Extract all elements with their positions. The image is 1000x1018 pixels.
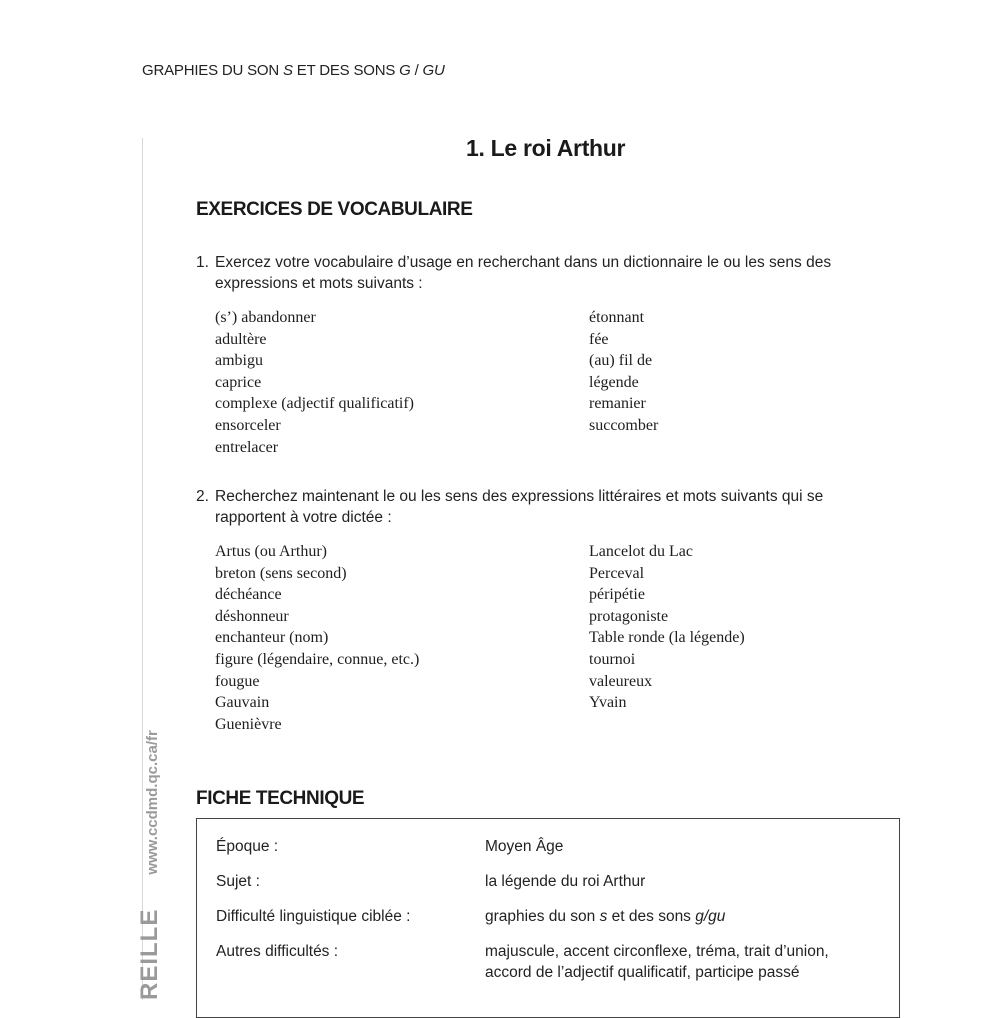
list-item: Perceval bbox=[589, 564, 645, 582]
list-item: fougue bbox=[215, 672, 260, 690]
list-item: protagoniste bbox=[589, 607, 669, 625]
list-item: breton (sens second) bbox=[215, 564, 347, 582]
list-item: fée bbox=[589, 330, 609, 348]
list-item: Yvain bbox=[589, 694, 627, 712]
fiche-heading: FICHE TECHNIQUE bbox=[196, 788, 365, 809]
page-title: 1. Le roi Arthur bbox=[466, 135, 626, 161]
list-item: Gauvain bbox=[215, 694, 270, 712]
running-header: GRAPHIES DU SON S ET DES SONS G / GU bbox=[142, 62, 445, 79]
question-2: 2. Recherchez maintenant le ou les sens des expressions littéraires et mots suivants qui se rapportent à votre dictée : bbox=[196, 488, 824, 526]
list-item: Artus (ou Arthur) bbox=[215, 543, 327, 560]
list-item: Guenièvre bbox=[215, 715, 282, 733]
list-item: valeureux bbox=[589, 672, 653, 690]
word-list-1-left bbox=[215, 307, 414, 458]
question-1: 1. Exercez votre vocabulaire d’usage en recherchant dans un dictionnaire le ou les sens des expressions et mots suivants : bbox=[196, 254, 832, 292]
side-brand: REILLE bbox=[136, 908, 163, 1000]
list-item: déchéance bbox=[215, 586, 282, 604]
list-item: (s’) abandonner bbox=[215, 309, 316, 326]
list-item: péripétie bbox=[589, 586, 645, 604]
list-item: (au) fil de bbox=[589, 352, 653, 370]
list-item: Lancelot du Lac bbox=[589, 543, 693, 560]
list-item: caprice bbox=[215, 373, 262, 391]
list-item: Table ronde (la légende) bbox=[589, 629, 745, 647]
word-list-1-right bbox=[589, 307, 658, 437]
list-item: légende bbox=[589, 373, 639, 391]
list-item: enchanteur (nom) bbox=[215, 629, 329, 647]
list-item: ensorceler bbox=[215, 416, 281, 434]
vocabulary-heading: EXERCICES DE VOCABULAIRE bbox=[196, 199, 473, 220]
side-url: www.ccdmd.qc.ca/fr bbox=[144, 730, 161, 875]
list-item: figure (légendaire, connue, etc.) bbox=[215, 650, 420, 668]
list-item: entrelacer bbox=[215, 438, 279, 456]
list-item: succomber bbox=[589, 416, 659, 434]
list-item: adultère bbox=[215, 330, 267, 348]
list-item: complexe (adjectif qualificatif) bbox=[215, 395, 415, 413]
list-item: ambigu bbox=[215, 352, 263, 370]
list-item: remanier bbox=[589, 395, 646, 413]
side-banner bbox=[136, 730, 164, 1000]
list-item: étonnant bbox=[589, 309, 645, 326]
list-item: tournoi bbox=[589, 650, 636, 668]
word-list-2-left bbox=[215, 541, 419, 735]
fiche-table: Époque : Moyen Âge Sujet : la légende du roi Arthur Difficulté linguistique ciblée : graphies du son s et des sons g/gu Autres difficultés : majuscule, accent circonflexe, tréma, trait d’union, accord de l’adjectif qualificatif, participe passé bbox=[196, 818, 900, 1018]
word-list-2-right bbox=[589, 541, 745, 714]
list-item: déshonneur bbox=[215, 607, 289, 625]
